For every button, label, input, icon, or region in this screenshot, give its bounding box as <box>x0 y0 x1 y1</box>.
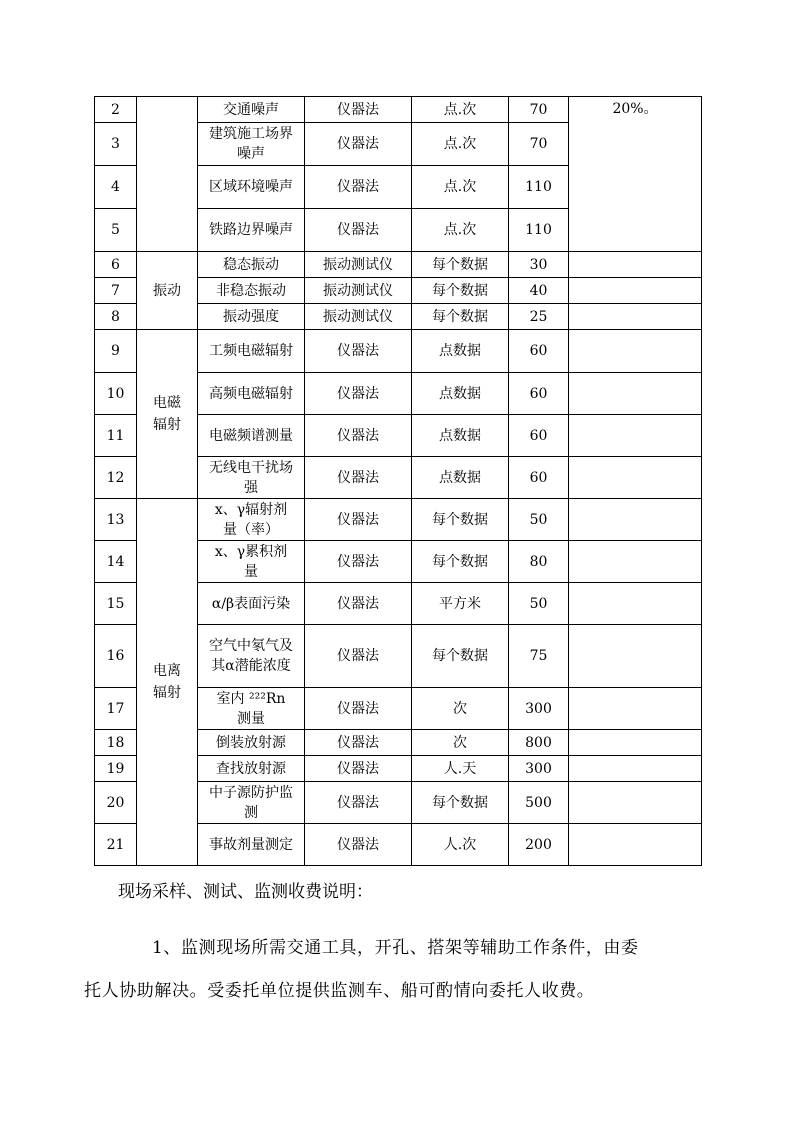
unit: 人.次 <box>412 824 509 866</box>
price: 25 <box>509 304 569 330</box>
price: 50 <box>509 583 569 625</box>
remark-cell <box>569 278 702 304</box>
remark-cell <box>569 824 702 866</box>
row-number: 13 <box>95 499 137 541</box>
remark-cell <box>569 415 702 457</box>
row-number: 8 <box>95 304 137 330</box>
unit: 每个数据 <box>412 499 509 541</box>
notes-item-1-line-1: 1、监测现场所需交通工具，开孔、搭架等辅助工作条件，由委 <box>152 938 639 958</box>
fee-table-body <box>95 97 702 866</box>
row-number: 2 <box>95 97 137 123</box>
category-ionizing-label: 电离辐射 <box>153 663 181 701</box>
item-name: 事故剂量测定 <box>209 836 293 853</box>
unit: 点.次 <box>412 123 509 166</box>
unit: 每个数据 <box>412 782 509 824</box>
price: 300 <box>509 756 569 782</box>
method: 仪器法 <box>305 166 412 209</box>
row-number: 12 <box>95 457 137 499</box>
item-name: 区域环境噪声 <box>209 179 293 195</box>
unit: 每个数据 <box>412 278 509 304</box>
notes-item-1 <box>84 927 698 1013</box>
table-row <box>95 97 702 123</box>
item-name: 电磁频谱测量 <box>209 427 293 444</box>
item-name: 高频电磁辐射 <box>209 385 293 402</box>
item-name-cell <box>198 97 305 123</box>
item-name: 非稳态振动 <box>216 282 286 299</box>
unit: 人.天 <box>412 756 509 782</box>
price: 200 <box>509 824 569 866</box>
price: 60 <box>509 373 569 415</box>
row-number: 6 <box>95 252 137 278</box>
row-number: 18 <box>95 730 137 756</box>
remark-cell <box>569 499 702 541</box>
item-name-cell <box>198 278 305 304</box>
row-number: 3 <box>95 123 137 166</box>
item-name-cell <box>198 457 305 499</box>
row-number: 19 <box>95 756 137 782</box>
price: 300 <box>509 688 569 730</box>
remark-cell <box>569 373 702 415</box>
price: 110 <box>509 166 569 209</box>
category-vibration-label: 振动 <box>153 282 181 299</box>
fee-table <box>94 96 702 866</box>
item-name: 稳态振动 <box>223 256 279 273</box>
item-name-cell <box>198 252 305 278</box>
method: 振动测试仪 <box>305 304 412 330</box>
item-name-cell <box>198 824 305 866</box>
remark-cell <box>569 304 702 330</box>
row-number: 20 <box>95 782 137 824</box>
unit: 平方米 <box>412 583 509 625</box>
remark-cell <box>569 541 702 583</box>
price: 800 <box>509 730 569 756</box>
row-number: 17 <box>95 688 137 730</box>
price: 70 <box>509 97 569 123</box>
row-number: 14 <box>95 541 137 583</box>
unit: 点数据 <box>412 457 509 499</box>
item-name: 空气中氡气及其α潜能浓度 <box>209 638 293 674</box>
method: 仪器法 <box>305 756 412 782</box>
method: 仪器法 <box>305 415 412 457</box>
item-name: 倒装放射源 <box>216 734 286 751</box>
row-number: 5 <box>95 209 137 252</box>
item-name-cell <box>198 583 305 625</box>
remark-cell <box>569 583 702 625</box>
row-number: 15 <box>95 583 137 625</box>
method: 仪器法 <box>305 824 412 866</box>
price: 60 <box>509 457 569 499</box>
table-row <box>95 499 702 541</box>
item-name: 室内 ²²²Rn 测量 <box>216 690 286 727</box>
category-blank <box>137 97 198 252</box>
method: 仪器法 <box>305 730 412 756</box>
item-name: 振动强度 <box>223 308 279 325</box>
row-number: 10 <box>95 373 137 415</box>
price: 110 <box>509 209 569 252</box>
fee-notes <box>84 878 698 1013</box>
method: 仪器法 <box>305 123 412 166</box>
item-name-cell <box>198 415 305 457</box>
item-name: 中子源防护监测 <box>209 784 293 821</box>
item-name: 铁路边界噪声 <box>209 222 293 238</box>
remark-cell <box>569 688 702 730</box>
unit: 每个数据 <box>412 252 509 278</box>
item-name-cell <box>198 330 305 373</box>
item-name: х、γ累积剂量 <box>214 543 288 580</box>
item-name-cell <box>198 373 305 415</box>
method: 仪器法 <box>305 209 412 252</box>
category-vibration <box>137 252 198 330</box>
item-name: 无线电干扰场强 <box>209 459 293 496</box>
method: 仪器法 <box>305 541 412 583</box>
item-name: 建筑施工场界噪声 <box>209 126 293 162</box>
notes-heading: 现场采样、测试、监测收费说明： <box>118 882 373 902</box>
item-name-cell <box>198 625 305 688</box>
method: 仪器法 <box>305 688 412 730</box>
price: 50 <box>509 499 569 541</box>
price: 40 <box>509 278 569 304</box>
row-number: 9 <box>95 330 137 373</box>
price: 500 <box>509 782 569 824</box>
item-name: 查找放射源 <box>216 760 286 777</box>
unit: 每个数据 <box>412 304 509 330</box>
item-name-cell <box>198 688 305 730</box>
method: 振动测试仪 <box>305 278 412 304</box>
item-name-cell <box>198 304 305 330</box>
unit: 点.次 <box>412 166 509 209</box>
unit: 每个数据 <box>412 625 509 688</box>
remark-cell <box>569 730 702 756</box>
notes-item-1-line-2: 托人协助解决。受委托单位提供监测车、船可酌情向委托人收费。 <box>84 981 595 1001</box>
item-name: 交通噪声 <box>223 101 279 118</box>
unit: 点数据 <box>412 415 509 457</box>
item-name-cell <box>198 782 305 824</box>
row-number: 11 <box>95 415 137 457</box>
method: 仪器法 <box>305 625 412 688</box>
table-row <box>95 252 702 278</box>
price: 70 <box>509 123 569 166</box>
price: 30 <box>509 252 569 278</box>
category-electromagnetic <box>137 330 198 499</box>
row-number: 21 <box>95 824 137 866</box>
remark-cell <box>569 782 702 824</box>
item-name-cell <box>198 541 305 583</box>
unit: 次 <box>412 688 509 730</box>
method: 仪器法 <box>305 457 412 499</box>
price: 60 <box>509 415 569 457</box>
unit: 次 <box>412 730 509 756</box>
item-name-cell <box>198 123 305 166</box>
unit: 点.次 <box>412 209 509 252</box>
method: 仪器法 <box>305 330 412 373</box>
row-number: 16 <box>95 625 137 688</box>
remark-cell: 20%。 <box>569 97 702 252</box>
item-name: х、γ辐射剂量（率） <box>214 501 288 538</box>
item-name: α/β表面污染 <box>211 595 291 612</box>
row-number: 7 <box>95 278 137 304</box>
row-number: 4 <box>95 166 137 209</box>
unit: 点数据 <box>412 373 509 415</box>
remark-cell <box>569 756 702 782</box>
category-electromagnetic-label: 电磁辐射 <box>153 395 181 433</box>
method: 仪器法 <box>305 97 412 123</box>
remark-cell <box>569 457 702 499</box>
price: 60 <box>509 330 569 373</box>
item-name-cell <box>198 730 305 756</box>
item-name-cell <box>198 209 305 252</box>
method: 仪器法 <box>305 373 412 415</box>
method: 仪器法 <box>305 499 412 541</box>
item-name-cell <box>198 166 305 209</box>
item-name-cell <box>198 499 305 541</box>
method: 仪器法 <box>305 583 412 625</box>
table-row <box>95 330 702 373</box>
category-ionizing <box>137 499 198 866</box>
price: 75 <box>509 625 569 688</box>
remark-cell <box>569 252 702 278</box>
unit: 点.次 <box>412 97 509 123</box>
method: 仪器法 <box>305 782 412 824</box>
remark-cell <box>569 330 702 373</box>
price: 80 <box>509 541 569 583</box>
item-name: 工频电磁辐射 <box>209 343 293 359</box>
method: 振动测试仪 <box>305 252 412 278</box>
unit: 点数据 <box>412 330 509 373</box>
item-name-cell <box>198 756 305 782</box>
remark-cell <box>569 625 702 688</box>
unit: 每个数据 <box>412 541 509 583</box>
